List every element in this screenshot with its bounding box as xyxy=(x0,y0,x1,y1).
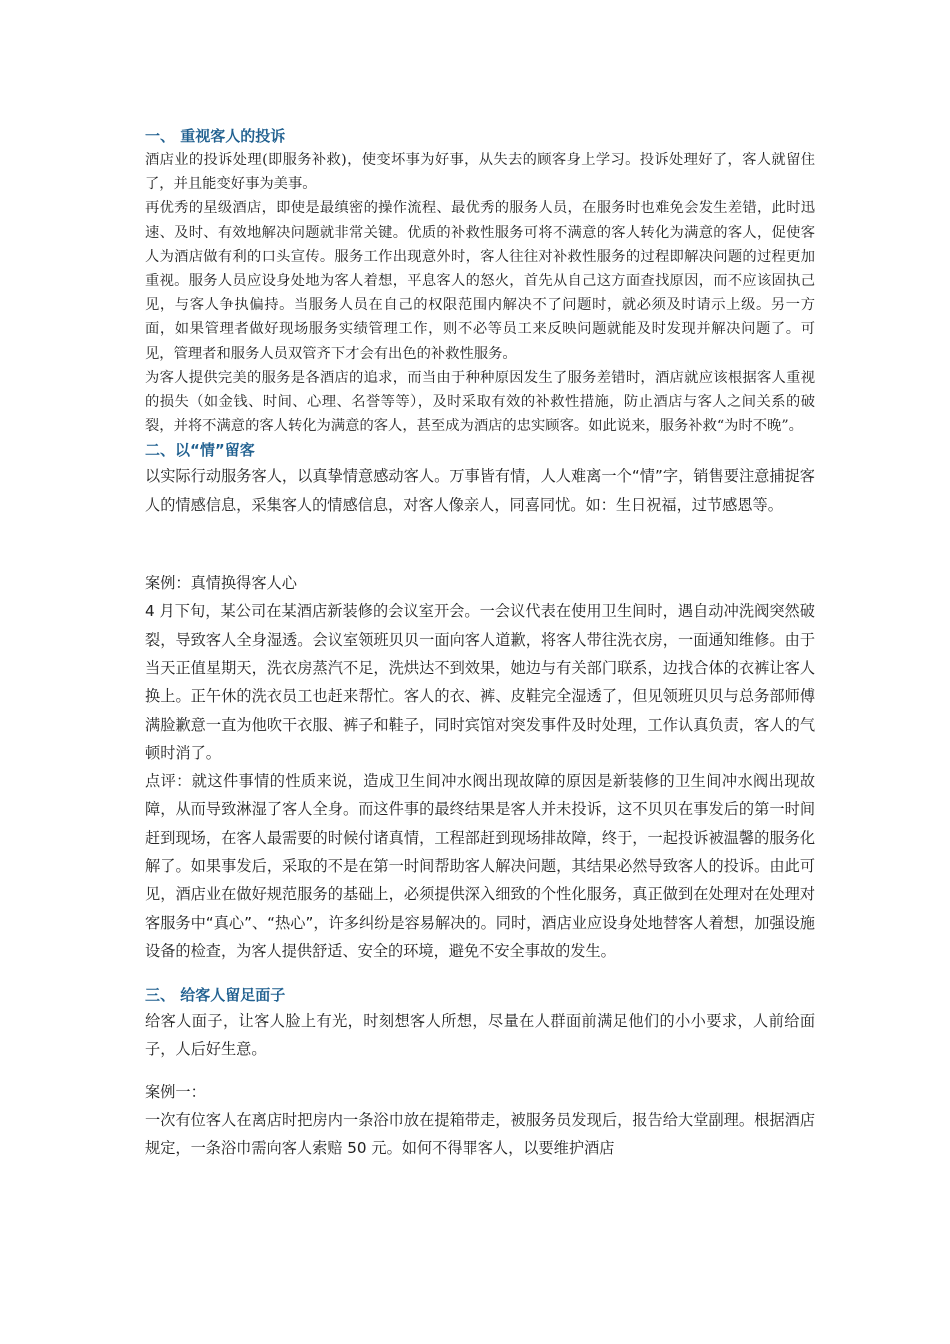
document-content xyxy=(145,124,815,1163)
section-1-paragraph-2: 再优秀的星级酒店，即使是最缜密的操作流程、最优秀的服务人员，在服务时也难免会发生差错，此时迅速、及时、有效地解决问题就非常关键。优质的补救性服务可将不满意的客人转化为满意的客人，促使客人为酒店做有利的口头宣传。服务工作出现意外时，客人往往对补救性服务的过程即解决问题的过程更加重视。服务人员应设身处地为客人着想，平息客人的怒火，首先从自己这方面查找原因，而不应该固执己见，与客人争执偏持。当服务人员在自己的权限范围内解决不了问题时，就必须及时请示上级。另一方面，如果管理者做好现场服务实绩管理工作，则不必等员工来反映问题就能及时发现并解决问题了。可见，管理者和服务人员双管齐下才会有出色的补救性服务。 xyxy=(145,200,815,362)
section-2-paragraph: 以实际行动服务客人，以真挚情意感动客人。万事皆有情，人人难离一个“情”字，销售要注意捕捉客人的情感信息，采集客人的情感信息，对客人像亲人，同喜同忧。如：生日祝福，过节感恩等。 xyxy=(145,467,815,514)
section-3-paragraph: 给客人面子，让客人脸上有光，时刻想客人所想，尽量在人群面前满足他们的小小要求，人前给面子，人后好生意。 xyxy=(145,1012,815,1059)
case-comment: 点评：就这件事情的性质来说，造成卫生间冲水阀出现故障的原因是新装修的卫生间冲水阀出现故障，从而导致淋湿了客人全身。而这件事的最终结果是客人并未投诉，这不贝贝在事发后的第一时间赶到现场，在客人最需要的时候付诸真情，工程部赶到现场排故障，终于，一起投诉被温馨的服务化解了。如果事发后，采取的不是在第一时间帮助客人解决问题，其结果必然导致客人的投诉。由此可见，酒店业在做好规范服务的基础上，必须提供深入细致的个性化服务，真正做到在处理对在处理对客服务中“真心”、“热心”，许多纠纷是容易解决的。同时，酒店业应设身处地替客人着想，加强设施设备的检查，为客人提供舒适、安全的环境，避免不安全事故的发生。 xyxy=(145,772,815,960)
section-3-heading: 三、 给客人留足面子 xyxy=(145,986,286,1005)
case-title: 案例：真情换得客人心 xyxy=(145,574,297,593)
spacer xyxy=(145,1064,815,1078)
case-body: 4 月下旬，某公司在某酒店新装修的会议室开会。一会议代表在使用卫生间时，遇自动冲洗阀突然破裂，导致客人全身湿透。会议室领班贝贝一面向客人道歉，将客人带往洗衣房，一面通知维修。由于当天正值星期天，洗衣房蒸汽不足，洗烘达不到效果，她边与有关部门联系，边找合体的衣裤让客人换上。正午休的洗衣员工也赶来帮忙。客人的衣、裤、皮鞋完全湿透了，但见领班贝贝与总务部师傅满脸歉意一直为他吹干衣服、裤子和鞋子，同时宾馆对突发事件及时处理，工作认真负责，客人的气顿时消了。 xyxy=(145,602,815,762)
section-1-paragraph-3: 为客人提供完美的服务是各酒店的追求，而当由于种种原因发生了服务差错时，酒店就应该根据客人重视的损失（如金钱、时间、心理、名誉等等），及时采取有效的补救性措施，防止酒店与客人之间关系的破裂，并将不满意的客人转化为满意的客人，甚至成为酒店的忠实顾客。如此说来，服务补救“为时不晚”。 xyxy=(145,369,815,435)
case-1-body: 一次有位客人在离店时把房内一条浴巾放在提箱带走，被服务员发现后，报告给大堂副理。根据酒店规定，一条浴巾需向客人索赔 50 元。如何不得罪客人，以要维护酒店 xyxy=(145,1111,815,1158)
spacer xyxy=(145,519,815,569)
section-1-paragraph-1: 酒店业的投诉处理(即服务补救)，使变坏事为好事，从失去的顾客身上学习。投诉处理好了，客人就留住了，并且能变好事为美事。 xyxy=(145,152,815,193)
spacer xyxy=(145,965,815,983)
section-2-heading: 二、以“情”留客 xyxy=(145,441,255,460)
section-1-heading: 一、 重视客人的投诉 xyxy=(145,127,286,145)
case-1-title: 案例一： xyxy=(145,1082,206,1101)
